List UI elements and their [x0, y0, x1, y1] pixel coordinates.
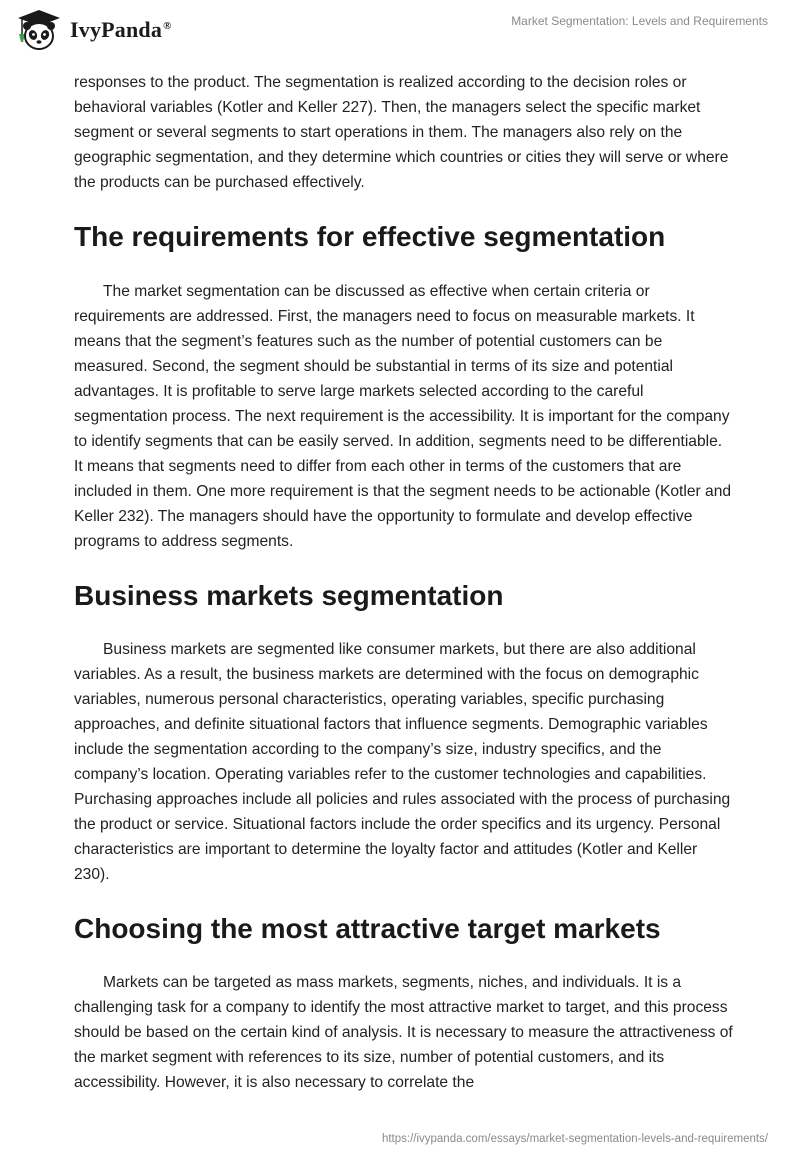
intro-paragraph: responses to the product. The segmentation is realized according to the decision roles or behavioral variables (Kotler and Keller 227). Then, the managers select the specific market segment or several segments to start operations in them. The managers also rely on the geographic segmentation, and they determine which countries or cities they will serve or where the products can be purchased effectively. — [74, 74, 729, 191]
choosing-paragraph: Markets can be targeted as mass markets, segments, niches, and individuals. It is a challenging task for a company to identify the most attractive market to target, and this process should be based on the certain kind of analysis. It is necessary to measure the attractiveness of the market segment with references to its size, number of potential customers, and its accessibility. However, it is also necessary to correlate the — [74, 974, 733, 1091]
essay-body — [74, 70, 734, 1095]
brand-name: IvyPanda® — [70, 17, 172, 42]
choosing-heading: Choosing the most attractive target markets — [74, 913, 661, 944]
brand-logo[interactable] — [14, 6, 172, 54]
document-title: Market Segmentation: Levels and Requirements — [511, 14, 768, 28]
business-heading: Business markets segmentation — [74, 580, 504, 611]
page-header — [0, 0, 800, 60]
source-url[interactable]: https://ivypanda.com/essays/market-segmentation-levels-and-requirements/ — [381, 1133, 768, 1145]
requirements-heading: The requirements for effective segmentation — [74, 221, 666, 252]
requirements-paragraph: The market segmentation can be discussed as effective when certain criteria or requirements are addressed. First, the managers need to focus on measurable markets. It means that the segment’s features such as the number of potential customers can be measured. Second, the segment should be substantial in terms of its size and potential advantages. It is profitable to serve large markets selected according to the careful segmentation process. The next requirement is the accessibility. It is important for the company to identify segments that can be easily served. In addition, segments need to be differentiable. It means that segments need to differ from each other in terms of the customers that are included in them. One more requirement is that the segment needs to be actionable (Kotler and Keller 232). The managers should have the opportunity to formulate and develop effective programs to address segments. — [74, 283, 732, 550]
panda-graduate-icon — [14, 8, 64, 52]
business-paragraph: Business markets are segmented like consumer markets, but there are also additional variables. As a result, the business markets are determined with the focus on demographic variables, numerous personal characteristics, operating variables, specific purchasing approaches, and definite situational factors that influence segments. Demographic variables include the segmentation according to the company’s size, industry specifics, and the company’s location. Operating variables refer to the customer technologies and capabilities. Purchasing approaches include all policies and rules associated with the process of purchasing the product or service. Situational factors include the order specifics and its urgency. Personal characteristics are important to determine the loyalty factor and attitudes (Kotler and Keller 230). — [74, 641, 731, 883]
brand-registered-mark: ® — [163, 19, 172, 32]
